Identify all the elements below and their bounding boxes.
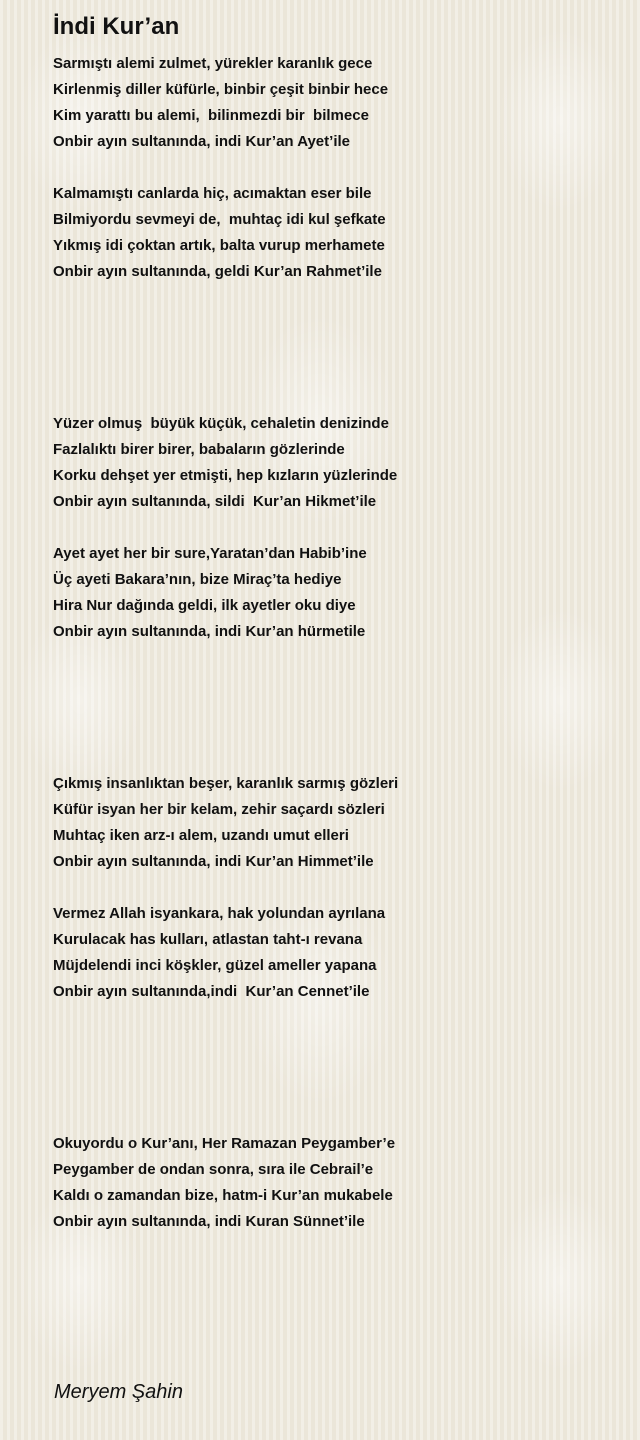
poem-line: Onbir ayın sultanında, indi Kur’an Ayet’ile: [53, 133, 350, 150]
poem-line: Peygamber de ondan sonra, sıra ile Cebrail’e: [53, 1161, 374, 1178]
poem-line: Onbir ayın sultanında, indi Kur’an hürmetile: [53, 623, 366, 640]
stanza-1: [53, 51, 593, 155]
poem-line: Yüzer olmuş büyük küçük, cehaletin denizinde: [53, 415, 389, 432]
poem-line: Hira Nur dağında geldi, ilk ayetler oku diye: [53, 597, 356, 614]
poem-author: Meryem Şahin: [54, 1381, 183, 1403]
poem-line: Bilmiyordu sevmeyi de, muhtaç idi kul şefkate: [53, 211, 386, 228]
poem-line: Onbir ayın sultanında,indi Kur’an Cennet’ile: [53, 983, 370, 1000]
poem-line: Ayet ayet her bir sure,Yaratan’dan Habib’ine: [53, 545, 367, 562]
poem-line: Onbir ayın sultanında, geldi Kur’an Rahmet’ile: [53, 263, 382, 280]
poem-line: Kirlenmiş diller küfürle, binbir çeşit binbir hece: [53, 81, 389, 98]
poem-line: Onbir ayın sultanında, indi Kur’an Himmet’ile: [53, 853, 374, 870]
poem-line: Vermez Allah isyankara, hak yolundan ayrılana: [53, 905, 386, 922]
stanza-7: [53, 1131, 593, 1235]
poem-line: Kurulacak has kulları, atlastan taht-ı revana: [53, 931, 363, 948]
poem-line: Korku dehşet yer etmişti, hep kızların yüzlerinde: [53, 467, 398, 484]
poem-line: Küfür isyan her bir kelam, zehir saçardı sözleri: [53, 801, 385, 818]
poem-line: Kaldı o zamandan bize, hatm-i Kur’an mukabele: [53, 1187, 393, 1204]
stanza-5: [53, 771, 593, 875]
poem-line: Onbir ayın sultanında, indi Kuran Sünnet’ile: [53, 1213, 365, 1230]
poem-line: Fazlalıktı birer birer, babaların gözlerinde: [53, 441, 345, 458]
poem-line: Okuyordu o Kur’anı, Her Ramazan Peygamber’e: [53, 1135, 396, 1152]
poem-line: Kim yarattı bu alemi, bilinmezdi bir bilmece: [53, 107, 369, 124]
poem-line: Üç ayeti Bakara’nın, bize Miraç’ta hediye: [53, 571, 342, 588]
stanza-6: [53, 901, 593, 1005]
poem-line: Müjdelendi inci köşkler, güzel ameller yapana: [53, 957, 377, 974]
poem-line: Yıkmış idi çoktan artık, balta vurup merhamete: [53, 237, 385, 254]
stanza-3: [53, 411, 593, 515]
poem-line: Kalmamıştı canlarda hiç, acımaktan eser bile: [53, 185, 372, 202]
poem-line: Sarmıştı alemi zulmet, yürekler karanlık gece: [53, 55, 373, 72]
stanza-2: [53, 181, 593, 285]
poem-line: Onbir ayın sultanında, sildi Kur’an Hikmet’ile: [53, 493, 377, 510]
poem-line: Çıkmış insanlıktan beşer, karanlık sarmış gözleri: [53, 775, 399, 792]
poem-line: Muhtaç iken arz-ı alem, uzandı umut elleri: [53, 827, 349, 844]
poem-title: İndi Kur’an: [53, 13, 180, 40]
stanza-4: [53, 541, 593, 645]
